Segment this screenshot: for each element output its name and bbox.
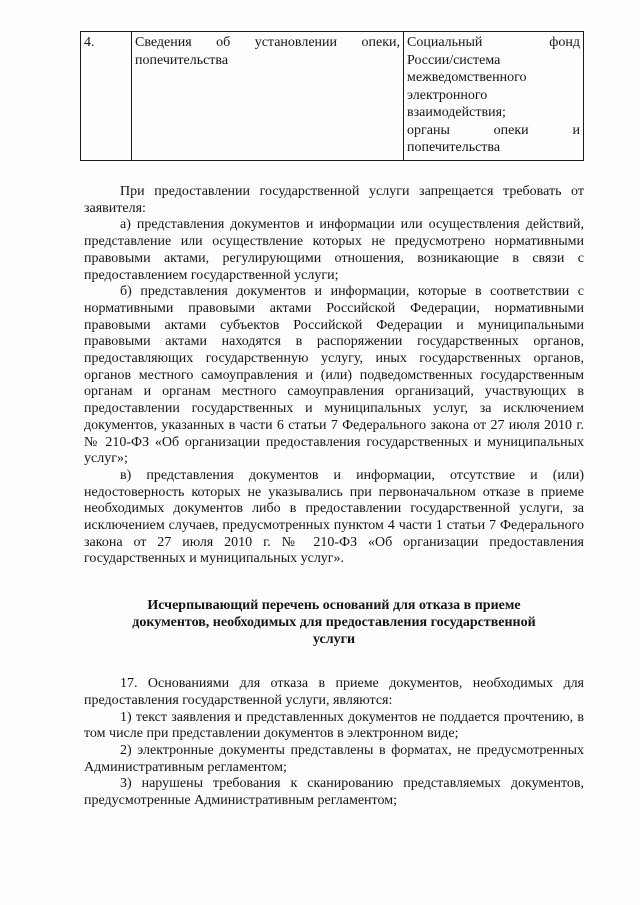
body-text — [84, 184, 584, 810]
paragraph-17-item-1: 1) текст заявления и представленных документов не поддается прочтению, в том числе при представлении документов в электронном виде; — [84, 709, 584, 742]
row-description: Сведения об установлении опеки, попечительства — [132, 32, 404, 161]
paragraph-intro: При предоставлении государственной услуги запрещается требовать от заявителя: — [84, 184, 584, 216]
row-sources — [404, 32, 584, 161]
paragraph-item-a: а) представления документов и информации или осуществления действий, представление или осуществление которых не предусмотрено нормативными правовыми актами, регулирующими отношения, возникающие в связи с предоставлением государственной услуги; — [84, 217, 584, 283]
paragraph-item-v: в) представления документов и информации, отсутствие и (или) недостоверность которых не указывались при первоначальном отказе в приеме необходимых документов либо в предоставлении государственной услуги, за исключением случаев, предусмотренных пунктом 4 части 1 статьи 7 Федерального закона от 27 июля 2010 г. № 210-ФЗ «Об организации предоставления государственных и муниципальных услуг». — [84, 467, 584, 567]
table-row — [81, 32, 584, 161]
paragraph-17: 17. Основаниями для отказа в приеме документов, необходимых для предоставления государственной услуги, являются: — [84, 676, 584, 708]
info-table — [80, 31, 584, 161]
paragraph-item-b: б) представления документов и информации, которые в соответствии с нормативными правовыми актами Российской Федерации, нормативными правовыми актами субъектов Российской Федерации и муниципальными правовыми актами находятся в распоряжении государственных органов, предоставляющих государственную услугу, иных государственных органов, органов местного самоуправления и (или) подведомственных государственным органам и органам местного самоуправления организаций, участвующих в предоставлении государственных и муниципальных услуг, за исключением документов, указанных в части 6 статьи 7 Федерального закона от 27 июля 2010 г. № 210-ФЗ «Об организации предоставления государственных и муниципальных услуг»; — [84, 284, 584, 467]
source-line: взаимодействия; — [407, 105, 506, 120]
paragraph-17-item-2: 2) электронные документы представлены в форматах, не предусмотренных Административным регламентом; — [84, 742, 584, 775]
row-number: 4. — [81, 32, 132, 161]
source-line: органы опеки и — [407, 122, 580, 138]
source-line: Социальный фонд — [407, 35, 580, 50]
source-line: межведомственного — [407, 70, 527, 85]
source-line: попечительства — [407, 140, 501, 155]
source-line: электронного — [407, 87, 488, 103]
source-line: России/система — [407, 52, 501, 68]
paragraph-17-item-3: 3) нарушены требования к сканированию представляемых документов, предусмотренные Административным регламентом; — [84, 776, 584, 809]
section-heading: Исчерпывающий перечень оснований для отказа в приеме документов, необходимых для предоставления государственной услуги — [132, 598, 536, 648]
